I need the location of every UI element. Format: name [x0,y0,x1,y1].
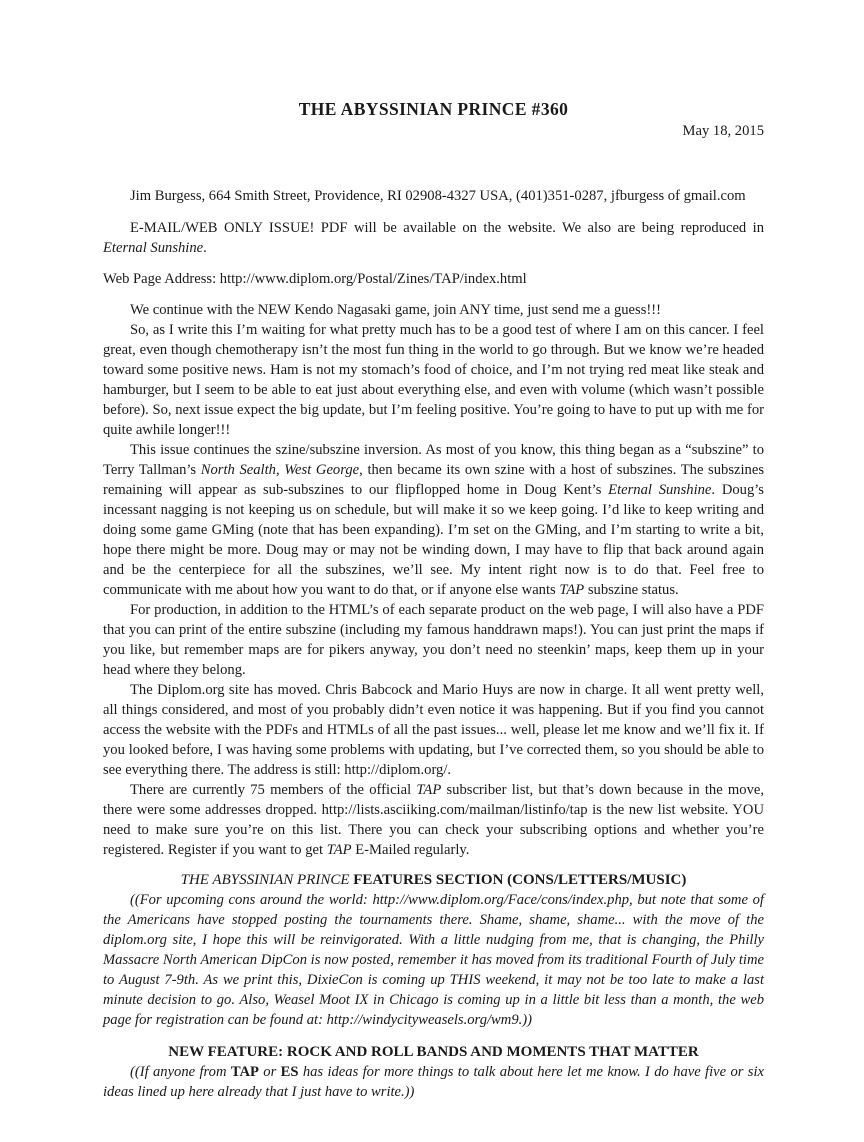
publication-title: Eternal Sunshine [608,482,712,498]
text-run: or [258,1064,281,1080]
publication-title: TAP [416,782,442,798]
paragraph-subscribers [103,780,764,860]
paragraph-kendo: We continue with the NEW Kendo Nagasaki game, join ANY time, just send me a guess!!! [130,302,661,318]
text-run: has ideas for more things to talk about here let me know. I do have five or six ideas lined up here already that I just have to write.)) [103,1064,764,1100]
text-run: ((If anyone from [130,1064,231,1080]
text-run: There are currently 75 members of the official [130,782,417,798]
features-section-heading [103,870,764,890]
paragraph-szine-inversion [103,440,764,600]
notice-text: E-MAIL/WEB ONLY ISSUE! PDF will be available on the website. We also are being reproduced in [130,220,764,236]
publication-abbrev: TAP [230,1064,259,1080]
text-run: subscriber list, but that’s down because in the move, there were some addresses dropped. http://lists.asciiking.com/mailman/listinfo/tap is the new list website. YOU need to make sure you’re on this list. There you can check your subscribing options and whether you’re registered. Register if you want to get [103,782,764,858]
paragraph-health: So, as I write this I’m waiting for what pretty much has to be a good test of where I am on this cancer. I feel great, even though chemotherapy isn’t the most fun thing in the world to go through. But we know we’re headed toward some positive news. Ham is not my stomach’s food of choice, and I’m not trying red meat like steak and hamburger, but I seem to be able to eat just about everything else, and even with volume (which wasn’t possible before). So, next issue expect the big update, but I’m feeling positive. You’re going to have to put up with me for quite awhile longer!!! [103,322,764,438]
publication-title: TAP [559,582,585,598]
features-heading-bold: FEATURES SECTION (CONS/LETTERS/MUSIC) [349,872,687,888]
publication-title: TAP [326,842,352,858]
text-run: subszine status. [584,582,679,598]
text-run: . Doug’s incessant nagging is not keeping us on schedule, but will make it so we keep going. I’d like to keep writing and doing some game GMing (note that has been expanding). I’m set on the GMing, and I’m starting to write a bit, hope there might be more. Doug may or may not be winding down, I may have to flip that back around again and be the centerpiece for all the subszines, we’ll see. My intent right now is to do that. Feel free to communicate with me about how you want to do that, or if anyone else wants [103,482,764,598]
features-heading-italic: THE ABYSSINIAN PRINCE [180,872,350,888]
notice-publication: Eternal Sunshine [103,240,204,256]
web-page-address: Web Page Address: http://www.diplom.org/Postal/Zines/TAP/index.html [103,271,527,287]
publication-title: North Sealth, West George [200,462,360,478]
text-run: This issue continues the szine/subszine inversion. As most of you know, this thing began as a “subszine” to Terry Tallman’s [103,442,764,478]
paragraph-production: For production, in addition to the HTML’s of each separate product on the web page, I will also have a PDF that you can print of the entire subszine (including my famous handdrawn maps!). You can just print the maps if you like, but remember maps are for pikers anyway, you don’t need no steenkin’ maps, keep them up in your head where they belong. [103,602,764,678]
paragraph-site-moved: The Diplom.org site has moved. Chris Babcock and Mario Huys are now in charge. It all went pretty well, all things considered, and most of you probably didn’t even notice it was happening. But if you find you cannot access the website with the PDFs and HTMLs of all the past issues... well, please let me know and we’ll fix it. If you looked before, I was having some problems with updating, but I’ve corrected them, so you should be able to see everything there. The address is still: http://diplom.org/. [103,682,764,778]
new-feature-heading: NEW FEATURE: ROCK AND ROLL BANDS AND MOMENTS THAT MATTER [168,1044,699,1060]
issue-date: May 18, 2015 [682,123,764,139]
email-notice [103,218,764,258]
features-section-body: ((For upcoming cons around the world: http://www.diplom.org/Face/cons/index.php, but note that some of the Americans have stopped posting the tournaments there. Shame, shame, shame... with the move of the diplom.org site, I hope this will be reinvigorated. With a little nudging from me, that is changing, the Philly Massacre North American DipCon is now posted, remember it has moved from its traditional Fourth of July time to August 7-9th. As we print this, DixieCon is coming up THIS weekend, it may not be too late to make a last minute decision to go. Also, Weasel Moot IX in Chicago is coming up in a little bit less than a month, the web page for registration can be found at: http://windycityweasels.org/wm9.)) [103,892,764,1028]
issue-title: THE ABYSSINIAN PRINCE #360 [298,99,569,119]
publication-abbrev: ES [280,1064,299,1080]
new-feature-body [103,1062,764,1102]
text-run: E-Mailed regularly. [351,842,470,858]
text-run: , then became its own szine with a host of subszines. The subszines remaining will appear as sub-subszines to our flipflopped home in Doug Kent’s [103,462,764,498]
notice-end: . [203,240,207,256]
contact-line: Jim Burgess, 664 Smith Street, Providence, RI 02908-4327 USA, (401)351-0287, jfburgess of gmail.com [130,188,746,204]
